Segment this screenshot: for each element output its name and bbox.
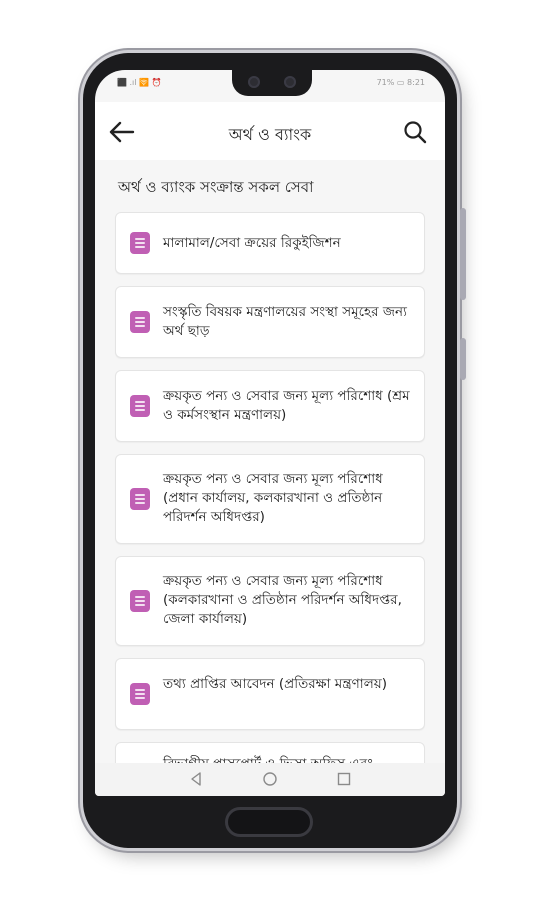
- search-button[interactable]: [403, 120, 427, 144]
- list-item-label: তথ্য প্রাপ্তির আবেদন (প্রতিরক্ষা মন্ত্রণালয়): [163, 676, 388, 692]
- list-item[interactable]: [115, 286, 425, 358]
- nav-recents-icon[interactable]: [336, 771, 352, 787]
- system-nav-bar: [95, 763, 445, 796]
- search-icon: [403, 120, 427, 144]
- page-title: অর্থ ও ব্যাংক: [228, 125, 312, 144]
- status-right: [377, 78, 425, 87]
- list-item[interactable]: [115, 454, 425, 544]
- document-icon: [130, 590, 150, 612]
- phone-screen: [95, 70, 445, 796]
- list-item-label: মালামাল/সেবা ক্রয়ের রিকুইজিশন: [163, 235, 341, 251]
- front-camera-icon: [248, 76, 260, 88]
- status-icons: ⬛ .ıl 🛜 ⏰: [117, 78, 162, 87]
- phone-frame: [83, 53, 457, 848]
- home-button[interactable]: [225, 807, 313, 837]
- document-icon: [130, 311, 150, 333]
- list-item[interactable]: [115, 212, 425, 274]
- service-list: [115, 212, 425, 796]
- document-icon: [130, 395, 150, 417]
- list-item[interactable]: [115, 658, 425, 730]
- list-item[interactable]: [115, 556, 425, 646]
- status-time: 8:21: [407, 78, 425, 87]
- list-item-label: সংস্কৃতি বিষয়ক মন্ত্রণালয়ের সংস্থা সমূহের জন্য অর্থ ছাড়: [163, 304, 407, 339]
- battery-percent: 71%: [376, 78, 395, 87]
- list-item-label: ক্রয়কৃত পন্য ও সেবার জন্য মূল্য পরিশোধ (প্রধান কার্যালয়, কলকারখানা ও প্রতিষ্ঠান পরিদর্শন অধিদপ্তর): [163, 471, 383, 525]
- document-icon: [130, 683, 150, 705]
- nav-home-icon[interactable]: [262, 771, 278, 787]
- document-icon: [130, 232, 150, 254]
- power-button: [460, 338, 466, 380]
- app-bar: [95, 102, 445, 160]
- nav-back-icon[interactable]: [188, 771, 204, 787]
- battery-icon: ▭: [396, 78, 405, 87]
- document-icon: [130, 488, 150, 510]
- volume-button: [460, 208, 466, 300]
- list-item-label: ক্রয়কৃত পন্য ও সেবার জন্য মূল্য পরিশোধ (শ্রম ও কর্মসংস্থান মন্ত্রণালয়): [163, 388, 410, 423]
- camera-notch: [232, 70, 312, 96]
- list-item-label: ক্রয়কৃত পন্য ও সেবার জন্য মূল্য পরিশোধ (কলকারখানা ও প্রতিষ্ঠান পরিদর্শন অধিদপ্তর, জেলা কার্যালয়): [163, 573, 402, 627]
- section-heading: অর্থ ও ব্যাংক সংক্রান্ত সকল সেবা: [118, 178, 314, 196]
- sensor-icon: [284, 76, 296, 88]
- list-item[interactable]: [115, 370, 425, 442]
